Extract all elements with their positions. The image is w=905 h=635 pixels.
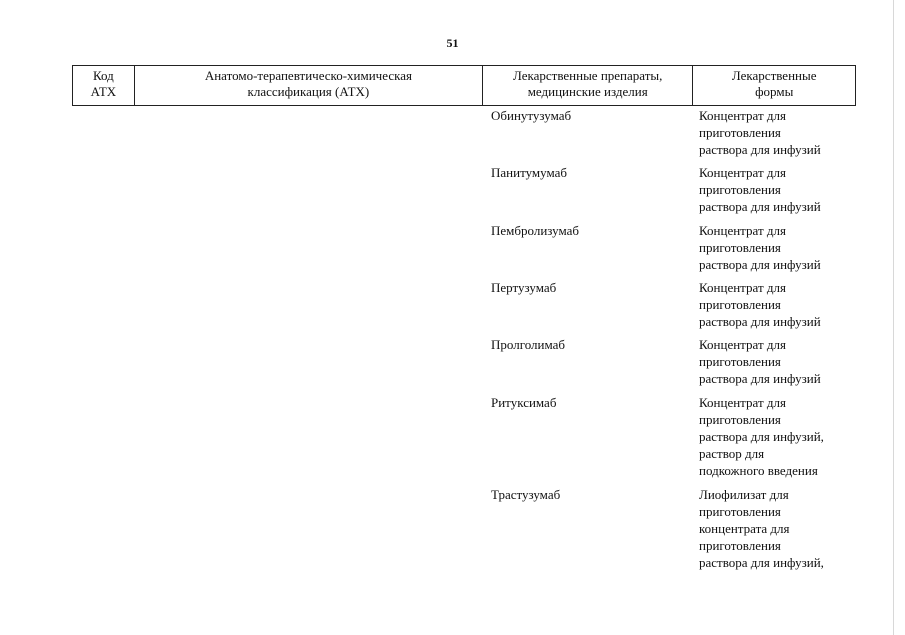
table-header [72,65,856,106]
page-edge [893,0,894,635]
drug-form: Концентрат для приготовления раствора для инфузий [699,108,821,157]
drug-form: Концентрат для приготовления раствора для инфузий [699,337,821,386]
drug-form: Концентрат для приготовления раствора для инфузий, раствор для подкожного введения [699,395,824,478]
header-atx-classification [135,66,483,105]
drug-form: Лиофилизат для приготовления концентрата для приготовления раствора для инфузий, [699,487,824,570]
drug-form: Концентрат для приготовления раствора для инфузий [699,280,821,329]
header-atx-classification-label: Анатомо-терапевтическо-химическая классификация (АТХ) [204,68,412,99]
header-atx-code-label: Код АТХ [90,68,117,99]
drug-name: Пролголимаб [491,337,566,352]
header-dosage-forms-label: Лекарственные формы [731,68,817,99]
drug-name: Ритуксимаб [491,395,557,410]
drug-name: Пембролизумаб [491,223,579,238]
drug-name: Панитумумаб [491,165,567,180]
drug-form: Концентрат для приготовления раствора для инфузий [699,165,821,214]
header-atx-code [73,66,135,105]
header-drugs-label: Лекарственные препараты, медицинские изделия [512,68,663,99]
drug-name: Обинутузумаб [491,108,572,123]
drug-form: Концентрат для приготовления раствора для инфузий [699,223,821,272]
page-number: 51 [446,36,459,50]
header-drugs [483,66,693,105]
drug-name: Трастузумаб [491,487,561,502]
drug-name: Пертузумаб [491,280,557,295]
header-dosage-forms [693,66,855,105]
